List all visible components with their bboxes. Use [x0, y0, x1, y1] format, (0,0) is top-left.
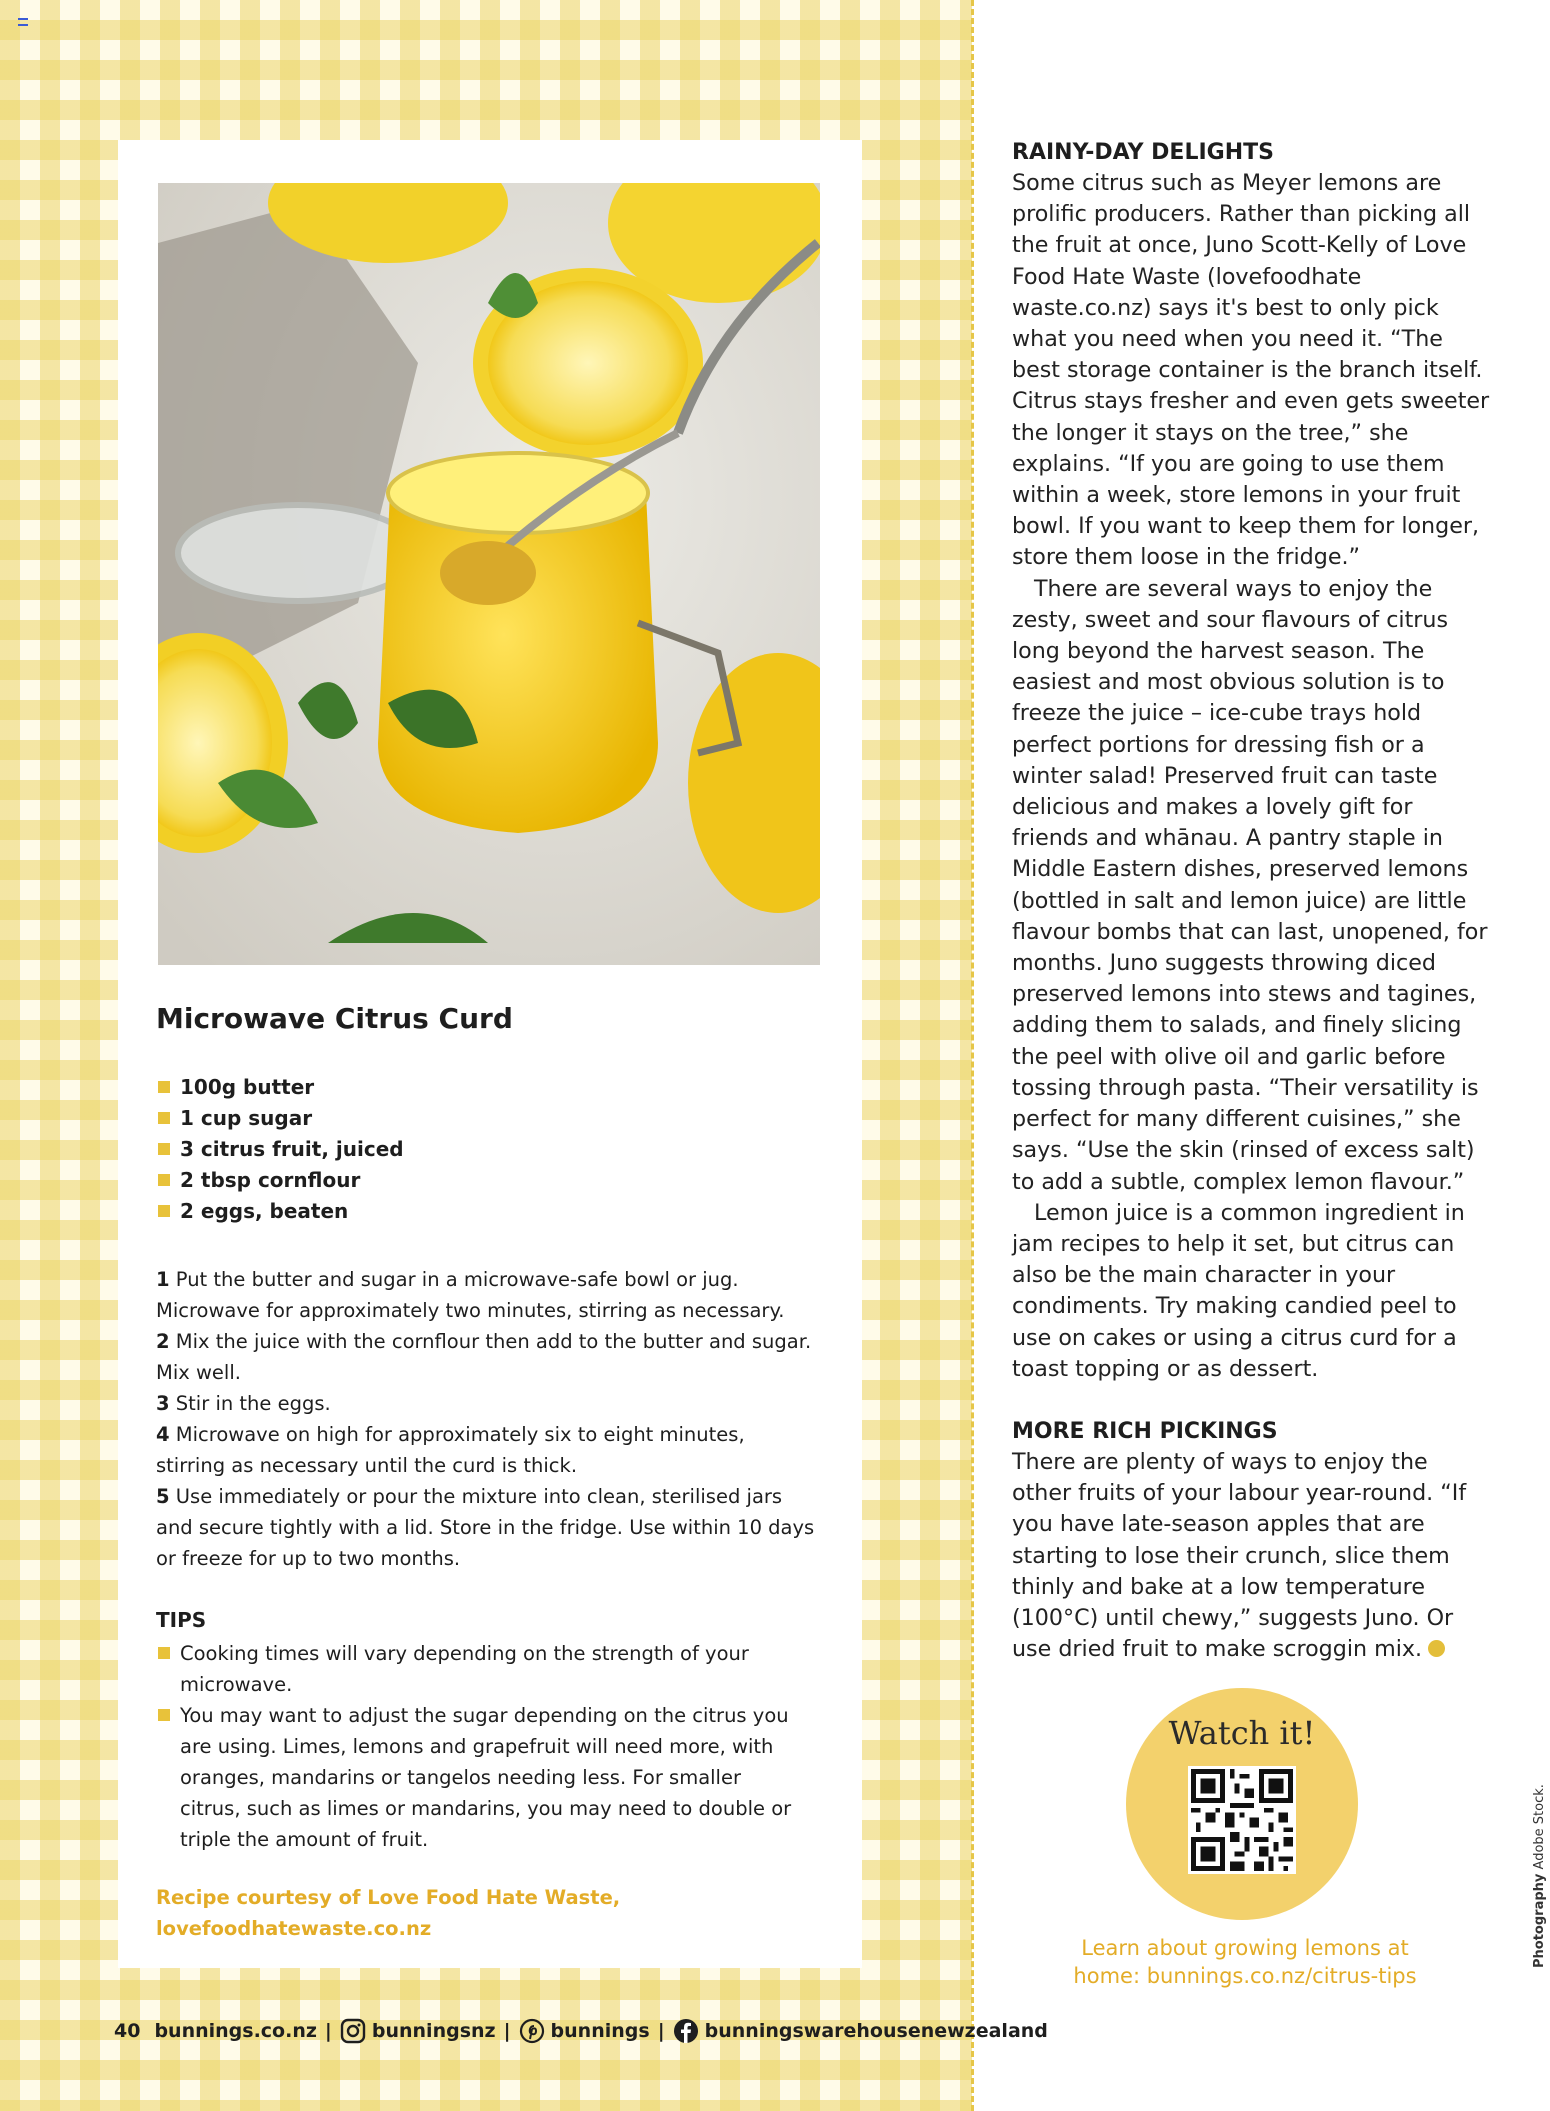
footer-separator: | — [503, 2020, 511, 2042]
step-number: 4 — [156, 1423, 170, 1446]
ingredient-item: 100g butter — [156, 1072, 404, 1103]
step-text: Stir in the eggs. — [175, 1392, 331, 1415]
photo-credit — [1532, 1784, 1547, 1968]
section-gap — [1012, 1385, 1490, 1416]
tip-item: Cooking times will vary depending on the strength of your microwave. — [156, 1638, 796, 1700]
page-footer — [114, 2016, 1048, 2046]
page-number: 40 — [114, 2020, 141, 2042]
credit-link[interactable]: lovefoodhatewaste.co.nz — [156, 1917, 432, 1940]
section-heading: MORE RICH PICKINGS — [1012, 1418, 1278, 1444]
qr-code-icon[interactable] — [1188, 1766, 1296, 1874]
footer-separator: | — [324, 2020, 332, 2042]
watch-caption-link[interactable]: home: bunnings.co.nz/citrus-tips — [1073, 1964, 1417, 1988]
step-text: Microwave on high for approximately six to eight minutes, stirring as necessary until the curd is thick. — [156, 1423, 745, 1477]
step-text: Mix the juice with the cornflour then add to the butter and sugar. Mix well. — [156, 1330, 812, 1384]
tips-heading: TIPS — [156, 1608, 207, 1632]
photo-credit-source: Adobe Stock. — [1532, 1784, 1547, 1870]
ingredient-item: 1 cup sugar — [156, 1103, 404, 1134]
article-paragraph: Lemon juice is a common ingredient in jam recipes to help it set, but citrus can also be the main character in your condiments. Try making candied peel to use on cakes or using a citrus curd for a toast topping or as dessert. — [1012, 1199, 1465, 1382]
tip-item: You may want to adjust the sugar depending on the citrus you are using. Limes, lemons and grapefruit will need more, with oranges, mandarins or tangelos needing less. For smaller citrus, such as limes or mandarins, you may need to double or triple the amount of fruit. — [156, 1700, 796, 1855]
article-column — [1012, 137, 1490, 1665]
method-step — [156, 1388, 816, 1419]
credit-line: Recipe courtesy of Love Food Hate Waste, — [156, 1886, 621, 1909]
article-paragraph: Some citrus such as Meyer lemons are prolific producers. Rather than picking all the fruit at once, Juno Scott-Kelly of Love Food Hate Waste (lovefoodhate waste.co.nz) says it's best to only pick what you need when you need it. “The best storage container is the branch itself. Citrus stays fresher and even gets sweeter the longer it stays on the tree,” she explains. “If you are going to use them within a week, store lemons in your fruit bowl. If you want to keep them for longer, store them loose in the fridge.” — [1012, 170, 1490, 571]
step-text: Put the butter and sugar in a microwave-safe bowl or jug. Microwave for approximately two minutes, stirring as necessary. — [156, 1268, 785, 1322]
pinterest-icon[interactable] — [519, 2018, 545, 2044]
step-number: 1 — [156, 1268, 170, 1291]
menu-icon[interactable] — [18, 18, 28, 26]
photo-credit-label: Photography — [1532, 1873, 1547, 1968]
ingredient-list — [156, 1072, 404, 1227]
tips-list — [156, 1638, 796, 1855]
watch-title: Watch it! — [1168, 1714, 1316, 1752]
watch-it-badge — [1126, 1688, 1358, 1920]
end-mark-icon — [1428, 1640, 1445, 1657]
footer-facebook-handle[interactable]: bunningswarehousenewzealand — [704, 2020, 1048, 2042]
recipe-title: Microwave Citrus Curd — [156, 1002, 513, 1035]
instagram-icon[interactable] — [340, 2018, 366, 2044]
recipe-card — [118, 140, 862, 1968]
step-number: 2 — [156, 1330, 170, 1353]
method-step — [156, 1326, 816, 1388]
section-heading: RAINY-DAY DELIGHTS — [1012, 140, 1274, 165]
article-text: There are plenty of ways to enjoy the other fruits of your labour year-round. “If you have late-season apples that are starting to lose their crunch, slice them thinly and bake at a low temperature (100°C) until chewy,” suggests Juno. Or use dried fruit to make scroggin mix. — [1012, 1448, 1467, 1663]
watch-caption — [1030, 1934, 1460, 1990]
ingredient-item: 2 tbsp cornflour — [156, 1165, 404, 1196]
method-step — [156, 1264, 816, 1326]
recipe-credit — [156, 1882, 620, 1944]
footer-website-link[interactable]: bunnings.co.nz — [154, 2020, 317, 2042]
watch-caption-line: Learn about growing lemons at — [1081, 1936, 1409, 1960]
lemon-curd-photo — [158, 183, 820, 965]
step-number: 5 — [156, 1485, 170, 1508]
article-paragraph — [1012, 1447, 1490, 1665]
footer-separator: | — [657, 2020, 665, 2042]
method-step — [156, 1481, 816, 1574]
page-divider — [971, 0, 974, 2111]
method-steps — [156, 1264, 816, 1574]
facebook-icon[interactable] — [673, 2018, 699, 2044]
method-step — [156, 1419, 816, 1481]
ingredient-item: 3 citrus fruit, juiced — [156, 1134, 404, 1165]
ingredient-item: 2 eggs, beaten — [156, 1196, 404, 1227]
step-number: 3 — [156, 1392, 170, 1415]
footer-pinterest-handle[interactable]: bunnings — [550, 2020, 650, 2042]
footer-instagram-handle[interactable]: bunningsnz — [371, 2020, 496, 2042]
step-text: Use immediately or pour the mixture into clean, sterilised jars and secure tightly with a lid. Store in the fridge. Use within 10 days or freeze for up to two months. — [156, 1485, 815, 1570]
article-paragraph: There are several ways to enjoy the zesty, sweet and sour flavours of citrus long beyond the harvest season. The easiest and most obvious solution is to freeze the juice – ice-cube trays hold perfect portions for dressing fish or a winter salad! Preserved fruit can taste delicious and makes a lovely gift for friends and whānau. A pantry staple in Middle Eastern dishes, preserved lemons (bottled in salt and lemon juice) are little flavour bombs that can last, unopened, for months. Juno suggests throwing diced preserved lemons into stews and tagines, adding them to salads, and finely slicing the peel with olive oil and garlic before tossing through pasta. “Their versatility is perfect for many different cuisines,” she says. “Use the skin (rinsed of excess salt) to add a subtle, complex lemon flavour.” — [1012, 575, 1488, 1195]
